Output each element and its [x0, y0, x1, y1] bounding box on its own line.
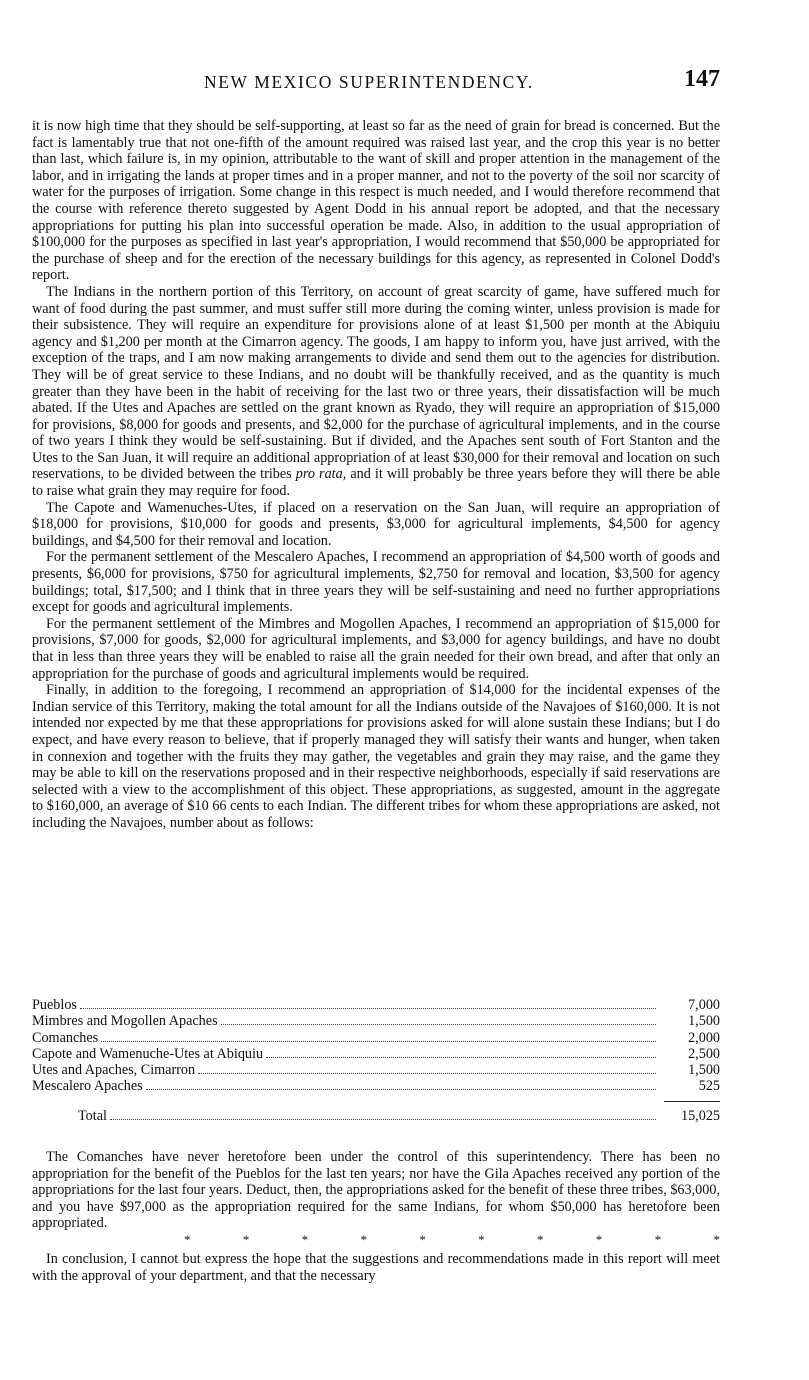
tribe-name: Capote and Wamenuche-Utes at Abiquiu [32, 1045, 264, 1062]
dot-leader [221, 1023, 656, 1025]
asterisk: * [360, 1232, 367, 1247]
body-text [32, 118, 720, 832]
asterisk: * [536, 1232, 544, 1247]
paragraph-comanches: The Comanches have never heretofore been under the control of this superintendency. There has been no appropriation for the benefit of the Pueblos for the last ten years; nor have the Gila Apaches received any portion of the appropriations for the last four years. Deduct, then, the appropriations asked for the benefit of these three tribes, $63,000, and you have $97,000 as the appropriation required for the same Indians, for whom $50,000 has heretofore been appropriated. [32, 1149, 720, 1232]
omission-asterisks [184, 1232, 720, 1248]
asterisk: * [242, 1232, 250, 1247]
dot-leader [198, 1072, 656, 1074]
dot-leader [110, 1118, 656, 1120]
tribe-name: Mescalero Apaches [32, 1078, 143, 1095]
running-head-title: NEW MEXICO SUPERINTENDENCY. [204, 72, 534, 92]
running-head [32, 66, 720, 96]
asterisk: * [595, 1232, 603, 1247]
tribe-name: Mimbres and Mogollen Apaches [32, 1013, 218, 1030]
tribe-population-table [32, 997, 720, 1124]
table-row [32, 997, 720, 1013]
total-value: 15,025 [680, 1107, 720, 1124]
table-row [32, 1030, 720, 1046]
paragraph-mescalero: For the permanent settlement of the Mescalero Apaches, I recommend an appropriation of $4,500 worth of goods and presents, $6,000 for provisions, $750 for agricultural implements, $2,750 for removal and location, $3,500 for agency buildings; total, $17,500; and I think that in three years they will be self-sustaining and need no further appropriations except for goods and agricultural implements. [32, 549, 720, 616]
dot-leader [80, 1007, 656, 1009]
paragraph-capote-utes: The Capote and Wamenuches-Utes, if placed on a reservation on the San Juan, will require an appropriation of $18,000 for provisions, $10,000 for goods and presents, $3,000 for agricultural implements, $4,500 for agency buildings, and $4,500 for their removal and location. [32, 499, 720, 549]
asterisk: * [478, 1232, 485, 1247]
tribe-count: 2,500 [688, 1045, 720, 1062]
page-number: 147 [684, 66, 720, 92]
table-row [32, 1046, 720, 1062]
total-label: Total [78, 1107, 107, 1124]
asterisk: * [301, 1232, 309, 1247]
asterisk: * [713, 1232, 720, 1247]
paragraph-conclusion: In conclusion, I cannot but express the hope that the suggestions and recommendations made in this report will meet with the approval of your department, and that the necessary [32, 1251, 720, 1284]
asterisk: * [184, 1232, 191, 1247]
paragraph-text-tail: and it will probably be three years before they will there be able to raise what grain they may require for food. [32, 466, 721, 500]
paragraph-finally: Finally, in addition to the foregoing, I recommend an appropriation of $14,000 for the incidental expenses of the Indian service of this Territory, making the total amount for all the Indians outside of the Navajoes of $160,000. It is not intended nor expected by me that these appropriations for provisions asked for will alone sustain these Indians; but I do expect, and have every reason to believe, that if properly managed they will satisfy their wants and hunger, when taken in connexion and together with the fruits they may gather, the vegetables and grain they may raise, and the game they may be able to kill on the reservations proposed and in their respective neighborhoods, especially if said reservations are selected with a view to the accomplishment of this object. These appropriations, as suggested, amount in the aggregate to $160,000, an average of $10 66 cents to each Indian. The different tribes for whom these appropriations are asked, not including the Navajoes, number about as follows: [32, 682, 720, 831]
italic-phrase: pro rata, [295, 466, 347, 483]
tribe-count: 1,500 [688, 1062, 720, 1079]
dot-leader [266, 1056, 656, 1058]
total-rule [664, 1101, 720, 1102]
tribe-name: Comanches [32, 1029, 99, 1046]
table-row [32, 1013, 720, 1029]
asterisk: * [419, 1232, 426, 1247]
paragraph-northern-indians [32, 284, 720, 500]
tribe-name: Pueblos [32, 997, 77, 1013]
table-row [32, 1062, 720, 1078]
tribe-count: 525 [698, 1078, 720, 1095]
asterisk: * [654, 1232, 662, 1247]
table-row [32, 1078, 720, 1094]
tribe-count: 7,000 [688, 997, 720, 1013]
tribe-count: 2,000 [688, 1029, 720, 1046]
paragraph-mimbres: For the permanent settlement of the Mimbres and Mogollen Apaches, I recommend an appropriation of $15,000 for provisions, $7,000 for goods, $2,000 for agricultural implements, and $3,000 for agency buildings, and have no doubt that in less than three years they will be enabled to raise all the grain needed for their own bread, and after that only an appropriation for the purchase of goods and agricultural implements would be required. [32, 615, 720, 682]
final-text [32, 1251, 720, 1284]
tribe-name: Utes and Apaches, Cimarron [32, 1062, 196, 1079]
paragraph-text: The Indians in the northern portion of this Territory, on account of great scarcity of game, have suffered much for want of food during the past summer, and must suffer still more during the coming winter, unless provision is made for their subsistence. They will require an expenditure for provisions alone of at least $1,500 per month at the Abiquiu agency and $1,200 per month at the Cimarron agency. The goods, I am happy to inform you, have just arrived, with the exception of the traps, and I am now making arrangements to divide and send them out to the agencies for distribution. They will be of great service to these Indians, and no doubt will be thankfully received, and as the quantity is much greater than they have been in the habit of receiving for the last two or three years, their dissatisfaction will be much abated. If the Utes and Apaches are settled on the grant known as Ryado, they will require an appropriation of $15,000 for provisions, $8,000 for goods and presents, and $2,000 for the purchase of agricultural implements, and in the course of two years I think they would be self-sustaining. But if divided, and the Apaches sent south of Fort Stanton and the Utes to the San Juan, it will require an additional appropriation of at least $30,000 for their removal and location on such reservations, to be divided between the tribes [32, 283, 720, 483]
tribe-count: 1,500 [688, 1013, 720, 1030]
total-row [32, 1108, 720, 1124]
paragraph-continuation: it is now high time that they should be self-supporting, at least so far as the need of grain for bread is concerned. But the fact is lamentably true that not one-fifth of the amount required was raised last year, and the crop this year is no better than last, which failure is, in my opinion, attributable to the want of skill and proper attention in the management of the labor, and in irrigating the lands at proper times and in a proper manner, and not to the poverty of the soil nor scarcity of water for the purposes of irrigation. Some change in this respect is much needed, and I would therefore recommend that the course with reference thereto suggested by Agent Dodd in his annual report be adopted, and that the necessary appropriations for putting his plan into successful operation be made. Also, in addition to the usual appropriation of $100,000 for the purposes as specified in last year's appropriation, I would recommend that $50,000 be appropriated for the purchase of sheep and for the erection of the necessary buildings for this agency, as represented in Colonel Dodd's report. [32, 118, 720, 284]
dot-leader [146, 1088, 656, 1090]
closing-text [32, 1149, 720, 1232]
dot-leader [101, 1040, 656, 1042]
